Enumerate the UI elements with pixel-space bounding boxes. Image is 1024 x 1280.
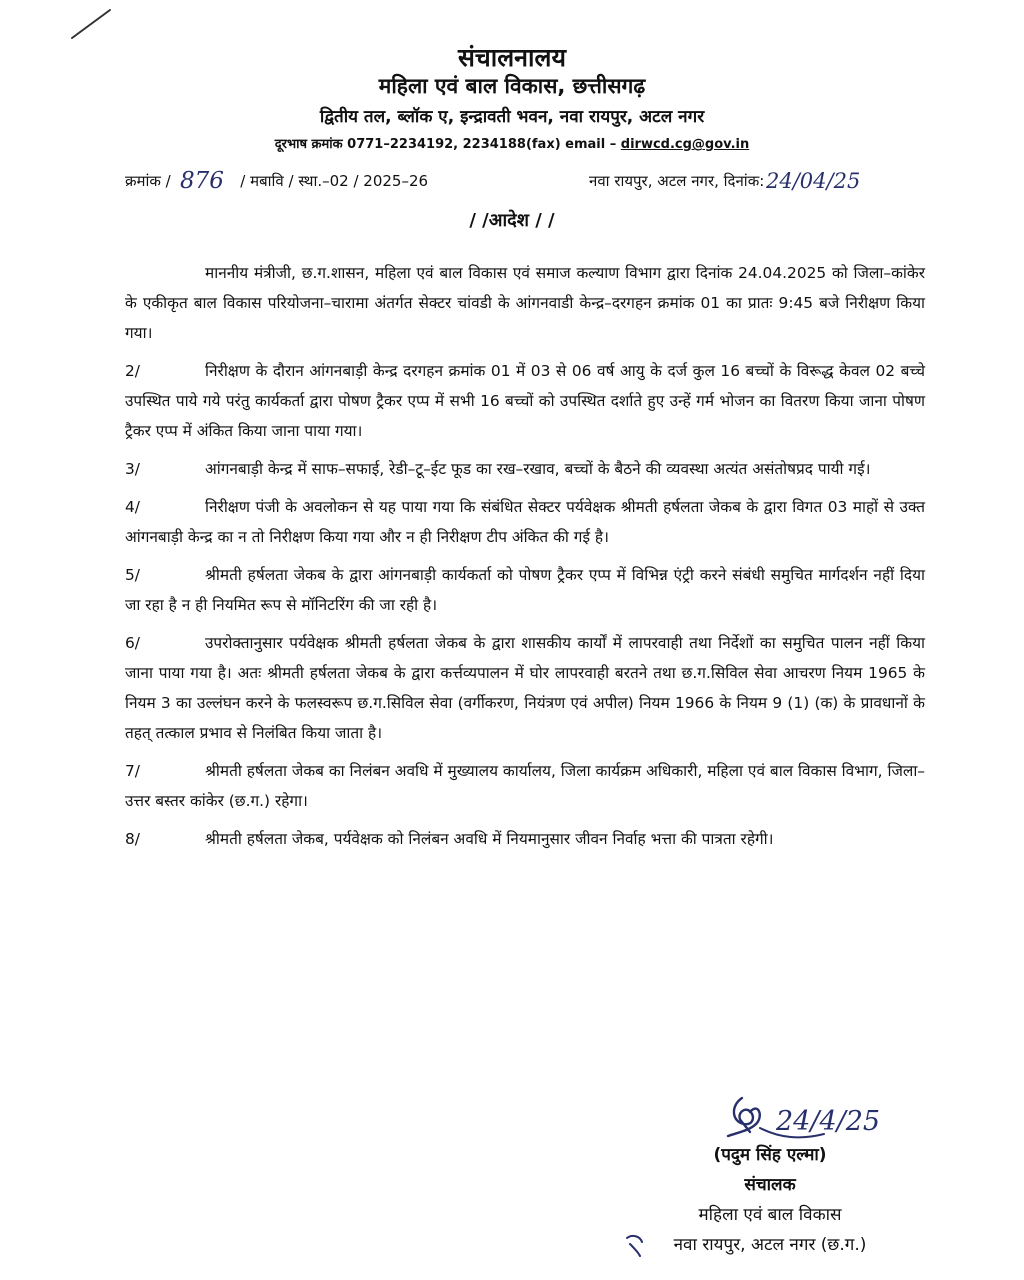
paragraph-6-number: 6/ (125, 634, 140, 652)
header-department: महिला एवं बाल विकास, छत्तीसगढ़ (378, 74, 646, 98)
order-title: / /आदेश / / (469, 210, 555, 231)
place-date (589, 167, 874, 193)
paragraph-4-number: 4/ (125, 498, 140, 516)
handwritten-date (764, 167, 874, 193)
paragraph-8-text: श्रीमती हर्षलता जेकब, पर्यवेक्षक को निलंबन अवधि में नियमानुसार जीवन निर्वाह भत्ता की पात्रता रहेगी। (205, 830, 774, 848)
paragraph-2-number: 2/ (125, 362, 140, 380)
signature-date-text: 24/4/25 (776, 1106, 881, 1137)
paragraph-3-text: आंगनबाड़ी केन्द्र में साफ–सफाई, रेडी–टू–ईट फूड का रख–रखाव, बच्चों के बैठने की व्यवस्था अत्यंत असंतोषप्रद पायी गई। (205, 460, 871, 478)
place-prefix: नवा रायपुर, अटल नगर, दिनांक: (589, 172, 765, 190)
paragraph-6 (125, 628, 925, 748)
signatory-designation: संचालक (744, 1175, 796, 1195)
paragraph-4 (125, 492, 925, 552)
paragraph-7-text: श्रीमती हर्षलता जेकब का निलंबन अवधि में मुख्यालय कार्यालय, जिला कार्यक्रम अधिकारी, महिला एवं बाल विकास विभाग, जिला–उत्तर बस्तर कांकेर (छ.ग.) रहेगा। (125, 762, 925, 810)
paragraph-4-text: निरीक्षण पंजी के अवलोकन से यह पाया गया कि संबंधित सेक्टर पर्यवेक्षक श्रीमती हर्षलता जेकब के द्वारा विगत 03 माहों से उक्त आंगनबाड़ी केन्द्र का न तो निरीक्षण किया गया और न ही निरीक्षण टीप अंकित की गई है। (125, 498, 925, 546)
paragraph-5 (125, 560, 925, 620)
handwritten-date-text: 24/04/25 (766, 169, 861, 193)
handwritten-number-text: 876 (179, 168, 224, 193)
signatory-name: (पदुम सिंह एल्मा) (713, 1145, 827, 1165)
reference-suffix: / मबावि / स्था.–02 / 2025–26 (240, 172, 429, 190)
header-email: dirwcd.cg@gov.in (620, 137, 750, 152)
signatory-location: नवा रायपुर, अटल नगर (छ.ग.) (673, 1235, 867, 1255)
header-phone: दूरभाष क्रमांक 0771–2234192, 2234188(fax) email – (274, 137, 621, 152)
paragraph-8 (125, 824, 925, 854)
reference-prefix: क्रमांक / (125, 172, 171, 190)
reference-number (125, 167, 428, 193)
header-office-name: संचालनालय (457, 43, 566, 72)
paragraph-7 (125, 756, 925, 816)
paragraph-7-number: 7/ (125, 762, 140, 780)
order-body (125, 258, 925, 862)
paragraph-2-text: निरीक्षण के दौरान आंगनबाड़ी केन्द्र दरगहन क्रमांक 01 में 03 से 06 वर्ष आयु के दर्ज कुल 16 बच्चों के विरूद्ध केवल 02 बच्चे उपस्थित पाये गये परंतु कार्यकर्ता द्वारा पोषण ट्रैकर एप्प में सभी 16 बच्चों को उपस्थित दर्शाते हुए उन्हें गर्म भोजन का वितरण किया जाना पोषण ट्रैकर एप्प में अंकित किया जाना पाया गया। (125, 362, 925, 440)
paragraph-3 (125, 454, 925, 484)
paragraph-1-text: माननीय मंत्रीजी, छ.ग.शासन, महिला एवं बाल विकास एवं समाज कल्याण विभाग द्वारा दिनांक 24.04.2025 को जिला–कांकेर के एकीकृत बाल विकास परियोजना–चारामा अंतर्गत सेक्टर चांवडी के आंगनवाडी केन्द्र–दरगहन क्रमांक 01 का प्रातः 9:45 बजे निरीक्षण किया गया। (125, 264, 925, 342)
pen-tick-mark (624, 1232, 646, 1258)
signatory-department: महिला एवं बाल विकास (698, 1205, 842, 1225)
paragraph-5-number: 5/ (125, 566, 140, 584)
paragraph-1 (125, 258, 925, 348)
signatory-location-line (600, 1230, 940, 1260)
paragraph-8-number: 8/ (125, 830, 140, 848)
paragraph-6-text: उपरोक्तानुसार पर्यवेक्षक श्रीमती हर्षलता जेकब के द्वारा शासकीय कार्यों में लापरवाही तथा निर्देशों का समुचित पालन नहीं किया जाना पाया गया है। अतः श्रीमती हर्षलता जेकब के द्वारा कर्त्तव्यपालन में घोर लापरवाही बरतने तथा छ.ग.सिविल सेवा आचरण नियम 1965 के नियम 3 का उल्लंघन करने के फलस्वरूप छ.ग.सिविल सेवा (वर्गीकरण, नियंत्रण एवं अपील) नियम 1966 के नियम 9 (1) (क) के प्रावधानों के तहत् तत्काल प्रभाव से निलंबित किया जाता है। (125, 634, 925, 742)
handwritten-number (176, 167, 236, 193)
paragraph-2 (125, 356, 925, 446)
header-address: द्वितीय तल, ब्लॉक ए, इन्द्रावती भवन, नवा रायपुर, अटल नगर (319, 107, 705, 127)
paragraph-3-number: 3/ (125, 460, 140, 478)
signatory-block (600, 1140, 940, 1260)
header-contact (0, 134, 1024, 152)
paragraph-5-text: श्रीमती हर्षलता जेकब के द्वारा आंगनबाड़ी कार्यकर्ता को पोषण ट्रैकर एप्प में विभिन्न एंट्री करने संबंधी समुचित मार्गदर्शन नहीं दिया जा रहा है न ही नियमित रूप से मॉनिटरिंग की जा रही है। (125, 566, 925, 614)
reference-line (125, 163, 924, 195)
pen-stroke-mark (66, 6, 114, 42)
